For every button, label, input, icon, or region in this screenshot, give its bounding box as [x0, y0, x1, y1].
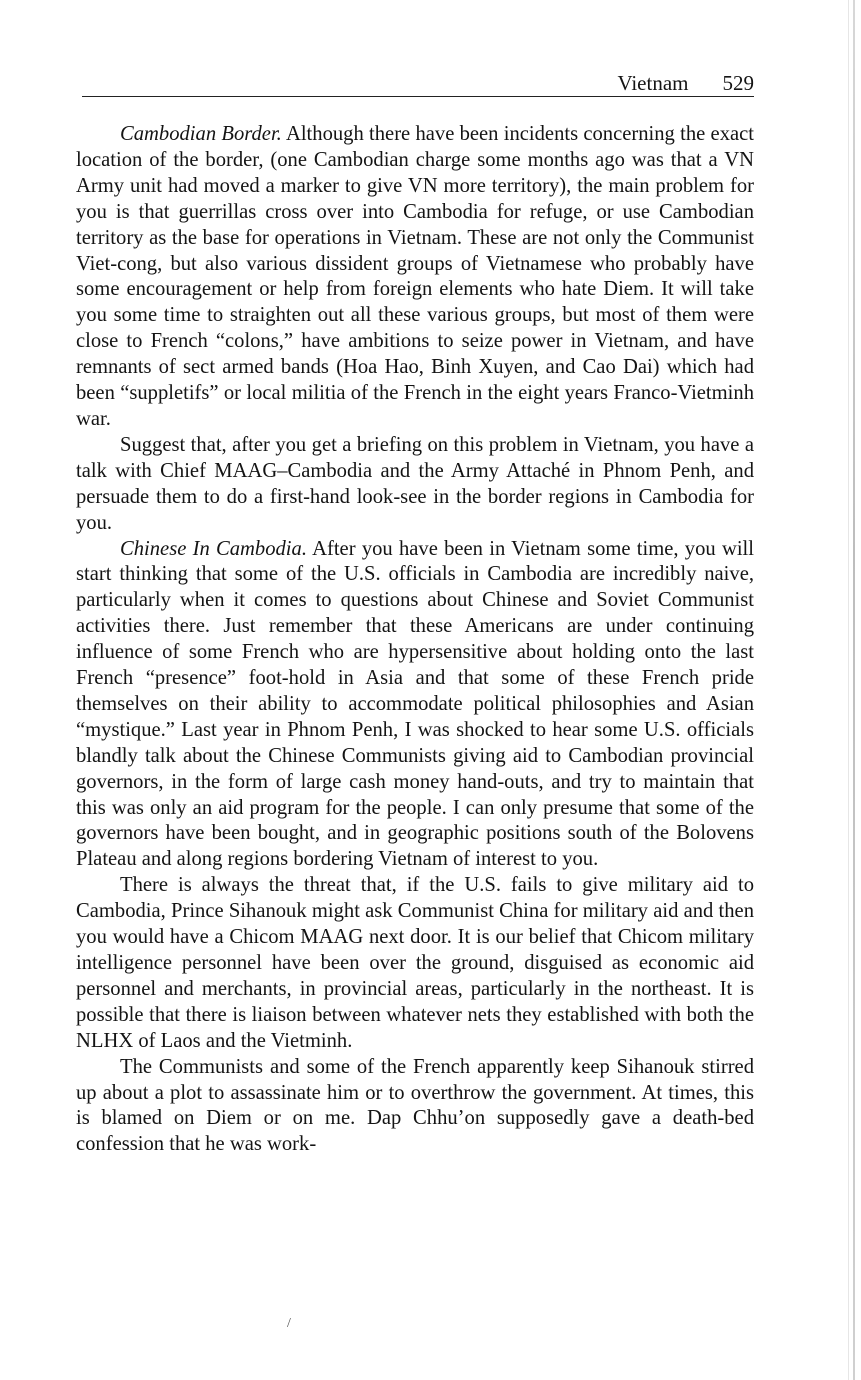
- paragraph-lead-heading: Chinese In Cambodia.: [120, 537, 307, 560]
- paragraph-body: The Communists and some of the French apparently keep Sihanouk stirred up about a plot to assassinate him or to overthrow the government. At times, this is blamed on Diem or on me. Dap Chhu’on supposedly gave a death-bed confession that he was work-: [76, 1055, 754, 1156]
- scan-edge-line: [853, 0, 855, 1380]
- paragraph-military-aid-threat: [76, 873, 754, 1054]
- scan-edge-shadow: [848, 0, 849, 1380]
- paragraph-body: Suggest that, after you get a briefing on this problem in Vietnam, you have a talk with Chief MAAG–Cambodia and the Army Attaché in Phnom Penh, and persuade them to do a first-hand look-see in the border regions in Cambodia for you.: [76, 433, 754, 534]
- paragraph-lead-heading: Cambodian Border.: [120, 123, 282, 145]
- header-title: Vietnam: [617, 71, 689, 95]
- paragraph-body: After you have been in Vietnam some time, you will start thinking that some of the U.S. officials in Cambodia are incredibly naive, particularly when it comes to questions about Chinese and Soviet Communist activities there. Just remember that these Americans are under continuing influence of some French who are hypersensitive about holding onto the last French “presence” foot-hold in Asia and that some of these French pride themselves on their ability to accommodate political philosophies and Asian “mystique.” Last year in Phnom Penh, I was shocked to hear some U.S. officials blandly talk about the Chinese Communists giving aid to Cambodian provincial governors, in the form of large cash money hand-outs, and try to maintain that this was only an aid program for the people. I can only presume that some of the governors have been bought, and in geographic positions south of the Bolovens Plateau and along regions bordering Vietnam of interest to you.: [76, 537, 754, 871]
- running-header: [82, 68, 754, 97]
- paragraph-suggestion: [76, 433, 754, 537]
- paragraph-cambodian-border: [76, 122, 754, 433]
- stray-print-mark: /: [287, 1316, 291, 1331]
- paragraph-chinese-in-cambodia: [76, 537, 754, 874]
- paragraph-body: Although there have been incidents concerning the exact location of the border, (one Cambodian charge some months ago was that a VN Army unit had moved a marker to give VN more territory), the main problem for you is that guerrillas cross over into Cambodia for refuge, or use Cambodian territory as the base for operations in Vietnam. These are not only the Communist Viet-cong, but also various dissident groups of Vietnamese who probably have some encouragement or help from foreign elements who hate Diem. It will take you some time to straighten out all these various groups, but most of them were close to French “colons,” have ambitions to seize power in Vietnam, and have remnants of sect armed bands (Hoa Hao, Binh Xuyen, and Cao Dai) which had been “suppletifs” or local militia of the French in the eight years Franco-Vietminh war.: [76, 123, 754, 430]
- page-number: 529: [722, 71, 754, 95]
- paragraph-body: There is always the threat that, if the U.S. fails to give military aid to Cambodia, Prince Sihanouk might ask Communist China for military aid and then you would have a Chicom MAAG next door. It is our belief that Chicom military intelligence personnel have been over the ground, disguised as economic aid personnel and merchants, in provincial areas, particularly in the northeast. It is possible that there is liaison between whatever nets they established with both the NLHX of Laos and the Vietminh.: [76, 874, 754, 1052]
- paragraph-assassination-plot: [76, 1055, 754, 1159]
- body-text: [76, 122, 754, 1158]
